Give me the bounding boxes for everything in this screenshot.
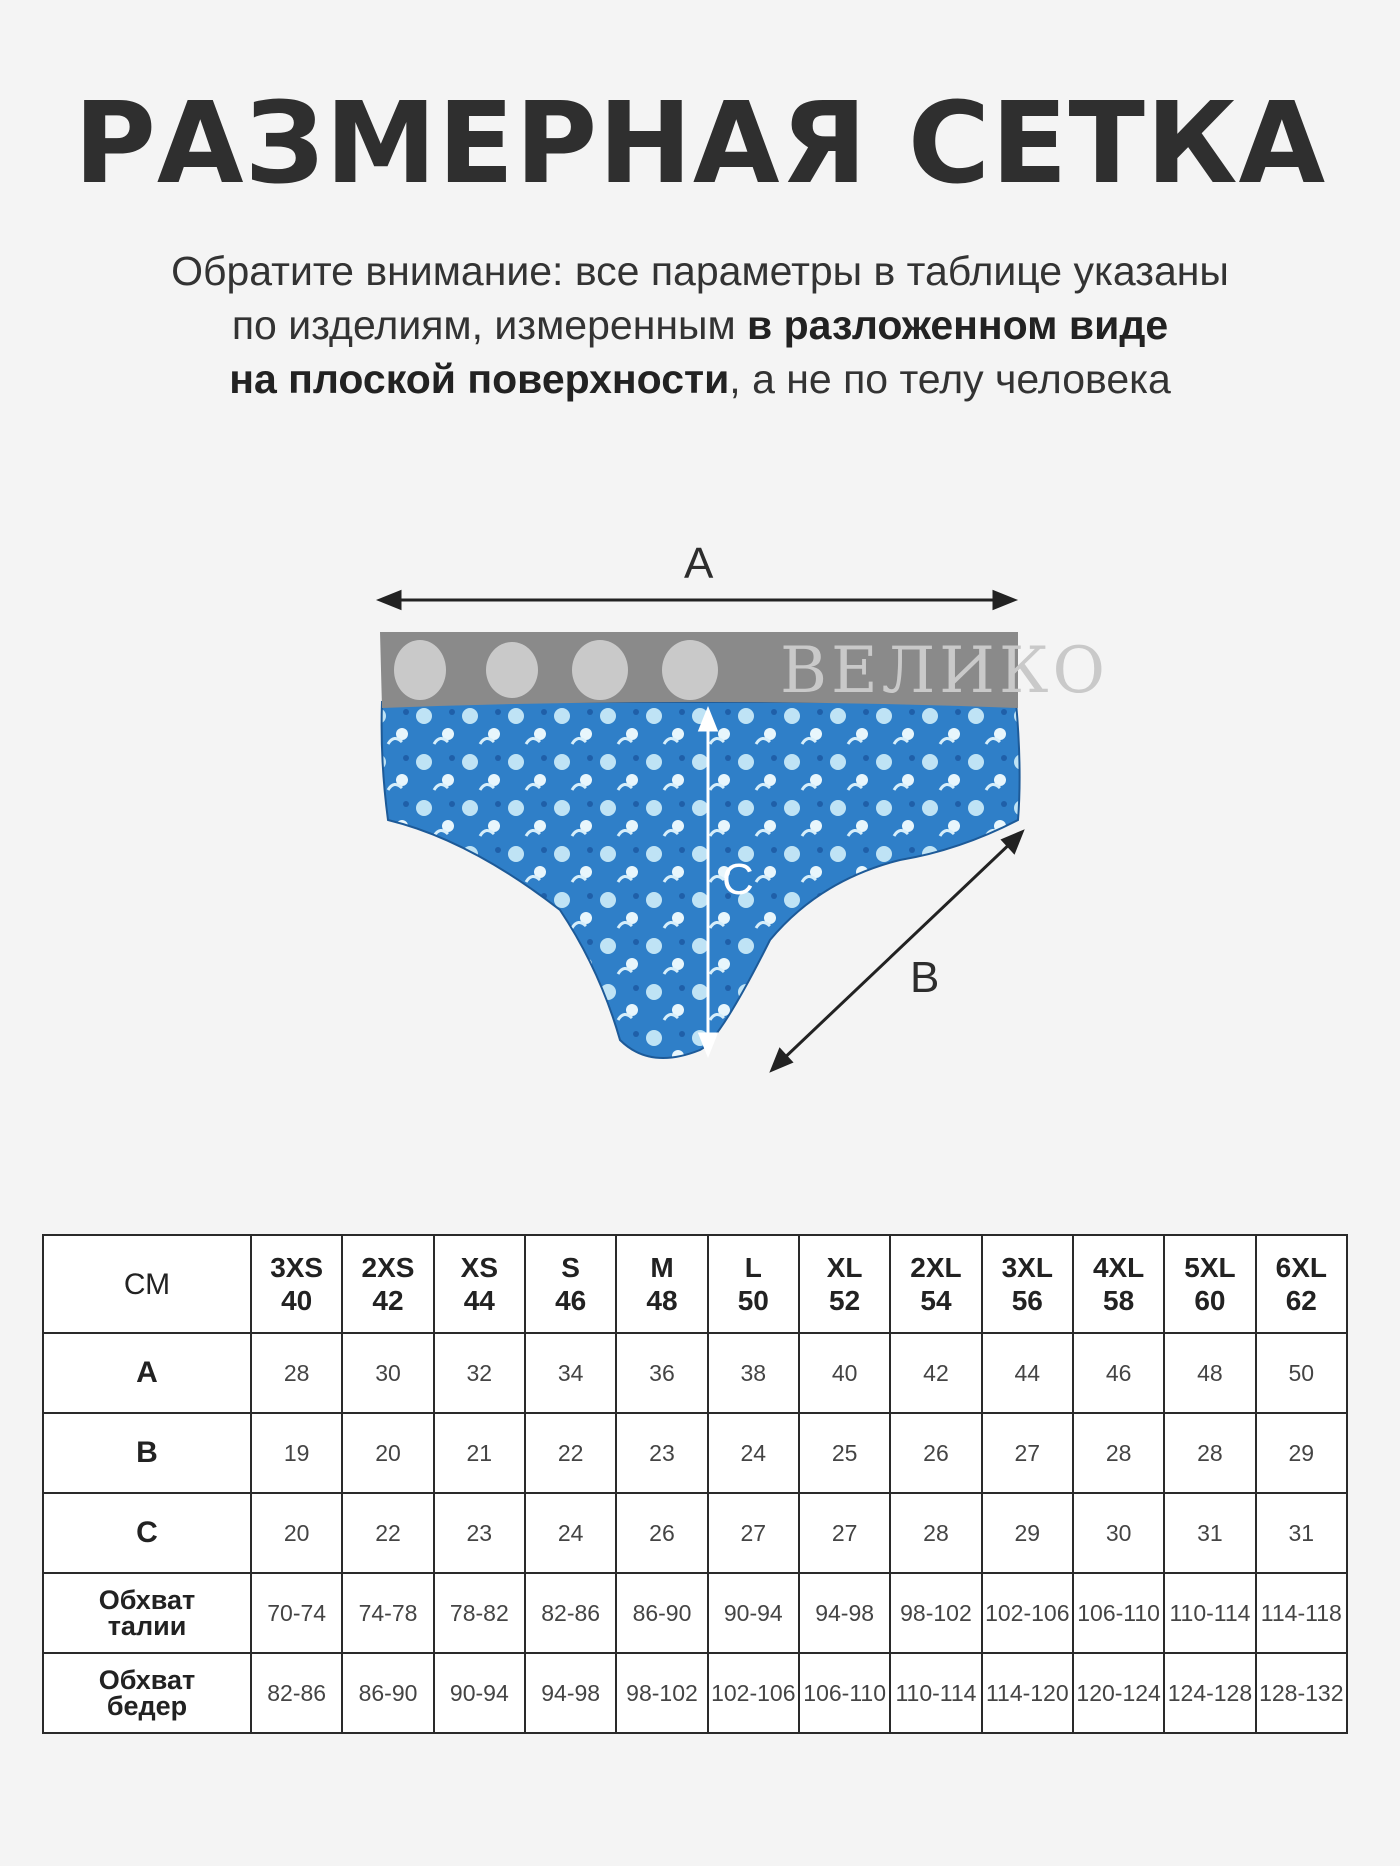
size-header-l	[708, 1235, 799, 1333]
table-cell: 24	[708, 1413, 799, 1493]
size-header-5xl	[1164, 1235, 1255, 1333]
table-cell: 23	[616, 1413, 707, 1493]
row-label-line: Обхват	[98, 1585, 196, 1615]
row-label	[43, 1573, 251, 1653]
table-cell: 128-132	[1256, 1653, 1347, 1733]
size-letter: 2XL	[910, 1252, 962, 1283]
subtitle-line-1: Обратите внимание: все параметры в таблице указаны	[171, 248, 1229, 294]
table-cell: 102-106	[708, 1653, 799, 1733]
subtitle-line-3-bold: на плоской поверхности	[229, 356, 730, 402]
table-cell: 74-78	[342, 1573, 433, 1653]
size-number: 42	[372, 1285, 404, 1316]
table-cell: 86-90	[342, 1653, 433, 1733]
table-cell: 42	[890, 1333, 981, 1413]
dimension-a-label: A	[684, 539, 714, 588]
size-number: 44	[463, 1285, 495, 1316]
size-letter: S	[561, 1252, 580, 1283]
size-number: 50	[737, 1285, 769, 1316]
table-cell: 120-124	[1073, 1653, 1164, 1733]
size-number: 62	[1285, 1285, 1317, 1316]
garment-diagram	[0, 520, 1400, 1100]
row-label-line: B	[136, 1436, 158, 1469]
table-cell: 29	[1256, 1413, 1347, 1493]
size-chart-table	[42, 1234, 1348, 1734]
table-cell: 106-110	[799, 1653, 890, 1733]
size-letter: XS	[460, 1252, 498, 1283]
table-cell: 28	[251, 1333, 342, 1413]
table-cell: 114-120	[982, 1653, 1073, 1733]
waistband-brand-text: ВЕЛИКО	[780, 634, 1109, 708]
size-number: 52	[829, 1285, 861, 1316]
size-letter: L	[744, 1252, 762, 1283]
page-title: РАЗМЕРНАЯ СЕТКА	[73, 79, 1327, 209]
size-letter: 3XL	[1001, 1252, 1053, 1283]
table-cell: 82-86	[525, 1573, 616, 1653]
size-number: 56	[1011, 1285, 1043, 1316]
size-number: 58	[1103, 1285, 1135, 1316]
table-cell: 102-106	[982, 1573, 1073, 1653]
size-letter: XL	[826, 1252, 863, 1283]
table-cell: 36	[616, 1333, 707, 1413]
table-cell: 19	[251, 1413, 342, 1493]
size-letter: M	[650, 1252, 674, 1283]
table-cell: 94-98	[525, 1653, 616, 1733]
subtitle-line-2	[0, 298, 1400, 352]
size-header-m	[616, 1235, 707, 1333]
table-cell: 114-118	[1256, 1573, 1347, 1653]
table-cell: 34	[525, 1333, 616, 1413]
table-cell: 98-102	[890, 1573, 981, 1653]
briefs-illustration	[0, 520, 1400, 1100]
table-cell: 90-94	[434, 1653, 525, 1733]
table-cell: 82-86	[251, 1653, 342, 1733]
size-header-2xl	[890, 1235, 981, 1333]
table-cell: 21	[434, 1413, 525, 1493]
table-cell: 98-102	[616, 1653, 707, 1733]
size-header-xs	[434, 1235, 525, 1333]
table-cell: 20	[251, 1493, 342, 1573]
table-cell: 27	[708, 1493, 799, 1573]
row-label	[43, 1493, 251, 1573]
table-cell: 40	[799, 1333, 890, 1413]
size-header-3xs	[251, 1235, 342, 1333]
size-letter: 3XS	[270, 1252, 324, 1283]
table-cell: 22	[342, 1493, 433, 1573]
subtitle-line-2-bold: в разложенном виде	[747, 302, 1169, 348]
table-row	[43, 1653, 1347, 1733]
size-letter: 2XS	[361, 1252, 415, 1283]
table-cell: 26	[616, 1493, 707, 1573]
table-cell: 38	[708, 1333, 799, 1413]
table-cell: 23	[434, 1493, 525, 1573]
row-label-line: Обхват	[98, 1665, 196, 1695]
table-cell: 110-114	[1164, 1573, 1255, 1653]
dimension-c-label: C	[722, 855, 754, 904]
table-cell: 30	[1073, 1493, 1164, 1573]
dimension-b-label: B	[910, 953, 940, 1002]
table-cell: 24	[525, 1493, 616, 1573]
subtitle-line-3	[0, 352, 1400, 406]
subtitle-line-2-normal: по изделиям, измеренным	[231, 302, 748, 348]
row-label	[43, 1653, 251, 1733]
row-label-line: талии	[107, 1611, 187, 1641]
unit-header: СМ	[43, 1235, 251, 1333]
table-cell: 50	[1256, 1333, 1347, 1413]
table-cell: 31	[1164, 1493, 1255, 1573]
size-header-xl	[799, 1235, 890, 1333]
size-header-4xl	[1073, 1235, 1164, 1333]
table-cell: 28	[890, 1493, 981, 1573]
briefs-body	[382, 702, 1020, 1058]
table-cell: 90-94	[708, 1573, 799, 1653]
table-cell: 31	[1256, 1493, 1347, 1573]
row-label	[43, 1413, 251, 1493]
table-cell: 28	[1164, 1413, 1255, 1493]
table-row	[43, 1333, 1347, 1413]
size-number: 60	[1194, 1285, 1226, 1316]
table-cell: 44	[982, 1333, 1073, 1413]
row-label-line: C	[136, 1516, 158, 1549]
table-cell: 22	[525, 1413, 616, 1493]
size-letter: 4XL	[1092, 1252, 1145, 1283]
table-cell: 29	[982, 1493, 1073, 1573]
table-row	[43, 1413, 1347, 1493]
size-letter: 6XL	[1275, 1252, 1327, 1283]
table-cell: 106-110	[1073, 1573, 1164, 1653]
size-number: 46	[555, 1285, 587, 1316]
table-cell: 46	[1073, 1333, 1164, 1413]
size-header-s	[525, 1235, 616, 1333]
size-header-3xl	[982, 1235, 1073, 1333]
size-header-2xs	[342, 1235, 433, 1333]
size-table-body	[43, 1333, 1347, 1733]
size-number: 54	[920, 1285, 952, 1316]
row-label	[43, 1333, 251, 1413]
table-cell: 32	[434, 1333, 525, 1413]
size-number: 48	[646, 1285, 678, 1316]
table-cell: 20	[342, 1413, 433, 1493]
table-cell: 30	[342, 1333, 433, 1413]
table-cell: 28	[1073, 1413, 1164, 1493]
size-header-6xl	[1256, 1235, 1347, 1333]
table-cell: 27	[799, 1493, 890, 1573]
size-letter: 5XL	[1184, 1252, 1236, 1283]
size-header-row	[43, 1235, 1347, 1333]
table-cell: 124-128	[1164, 1653, 1255, 1733]
table-cell: 70-74	[251, 1573, 342, 1653]
table-cell: 27	[982, 1413, 1073, 1493]
table-cell: 78-82	[434, 1573, 525, 1653]
table-cell: 86-90	[616, 1573, 707, 1653]
table-cell: 94-98	[799, 1573, 890, 1653]
row-label-line: A	[136, 1356, 158, 1389]
subtitle-line-3-normal: , а не по телу человека	[729, 356, 1171, 402]
table-cell: 26	[890, 1413, 981, 1493]
table-row	[43, 1573, 1347, 1653]
dimension-a-arrow	[380, 592, 1014, 608]
row-label-line: бедер	[106, 1691, 188, 1721]
table-cell: 25	[799, 1413, 890, 1493]
subtitle-note	[0, 244, 1400, 406]
size-number: 40	[281, 1285, 313, 1316]
table-cell: 110-114	[890, 1653, 981, 1733]
table-cell: 48	[1164, 1333, 1255, 1413]
table-row	[43, 1493, 1347, 1573]
